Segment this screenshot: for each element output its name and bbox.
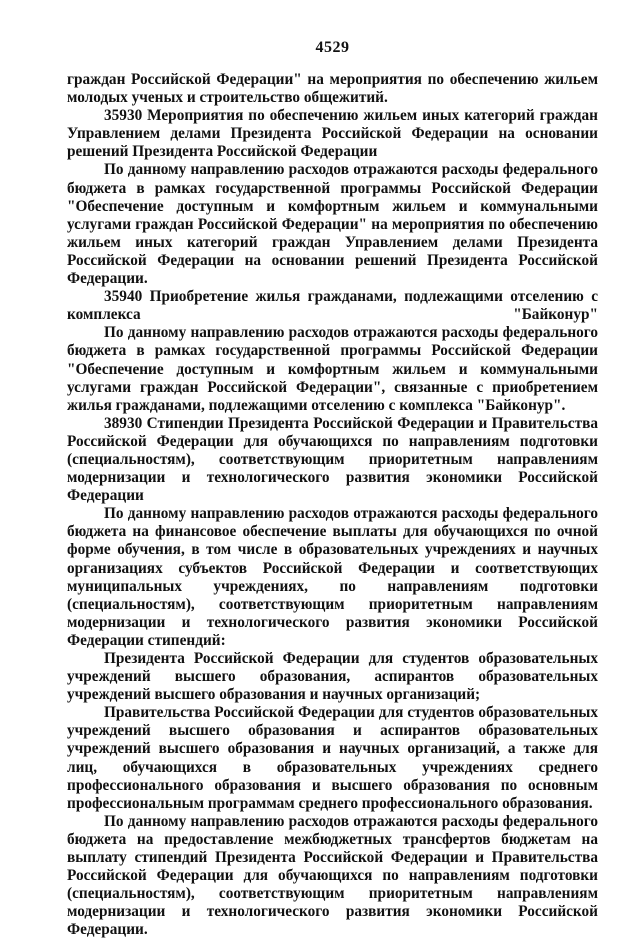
paragraph-government-scholarship: Правительства Российской Федерации для студентов образовательных учреждений высшего образования и аспирантов образовательных учреждений высшего образования и научных организаций, а также для лиц, обучающихся в образовательных учреждениях среднего профессионального образования и высшего образования по основным профессиональным программам среднего профессионального образования. — [67, 704, 598, 812]
paragraph-heading-35930: 35930 Мероприятия по обеспечению жильем иных категорий граждан Управлением делами Президента Российской Федерации на основании решений Президента Российской Федерации — [67, 107, 598, 161]
paragraph-body-38930: По данному направлению расходов отражаются расходы федерального бюджета на финансовое обеспечение выплаты для обучающихся по очной форме обучения, в том числе в образовательных учреждениях и научных организациях субъектов Российской Федерации и соответствующих муниципальных учреждениях, по направлениям подготовки (специальностям), соответствующим приоритетным направлениям модернизации и технологического развития экономики Российской Федерации стипендий: — [67, 505, 598, 649]
paragraph-president-scholarship: Президента Российской Федерации для студентов образовательных учреждений высшего образования, аспирантов образовательных учреждений высшего образования и научных организаций; — [67, 650, 598, 704]
page-number: 4529 — [315, 39, 350, 56]
paragraph-transfers: По данному направлению расходов отражаются расходы федерального бюджета на предоставление межбюджетных трансфертов бюджетам на выплату стипендий Президента Российской Федерации и Правительства Российской Федерации для обучающихся по направлениям подготовки (специальностям), соответствующим приоритетным направлениям модернизации и технологического развития экономики Российской Федерации. — [67, 812, 598, 939]
paragraph-continuation: граждан Российской Федерации" на мероприятия по обеспечению жильем молодых ученых и строительство общежитий. — [67, 71, 598, 107]
paragraph-body-35930: По данному направлению расходов отражаются расходы федерального бюджета в рамках государственной программы Российской Федерации "Обеспечение доступным и комфортным жильем и коммунальными услугами граждан Российской Федерации" на мероприятия по обеспечению жильем иных категорий граждан Управлением делами Президента Российской Федерации на основании решений Президента Российской Федерации. — [67, 161, 598, 288]
document-page — [67, 38, 598, 940]
paragraph-body-35940: По данному направлению расходов отражаются расходы федерального бюджета в рамках государственной программы Российской Федерации "Обеспечение доступным и комфортным жильем и коммунальными услугами граждан Российской Федерации", связанные с приобретением жилья гражданами, подлежащими отселению с комплекса "Байконур". — [67, 324, 598, 414]
paragraph-heading-38930: 38930 Стипендии Президента Российской Федерации и Правительства Российской Федерации для обучающихся по направлениям подготовки (специальностям), соответствующим приоритетным направлениям модернизации и технологического развития экономики Российской Федерации — [67, 414, 598, 505]
paragraph-heading-35940: 35940 Приобретение жилья гражданами, подлежащими отселению с комплекса "Байконур" — [67, 288, 598, 324]
